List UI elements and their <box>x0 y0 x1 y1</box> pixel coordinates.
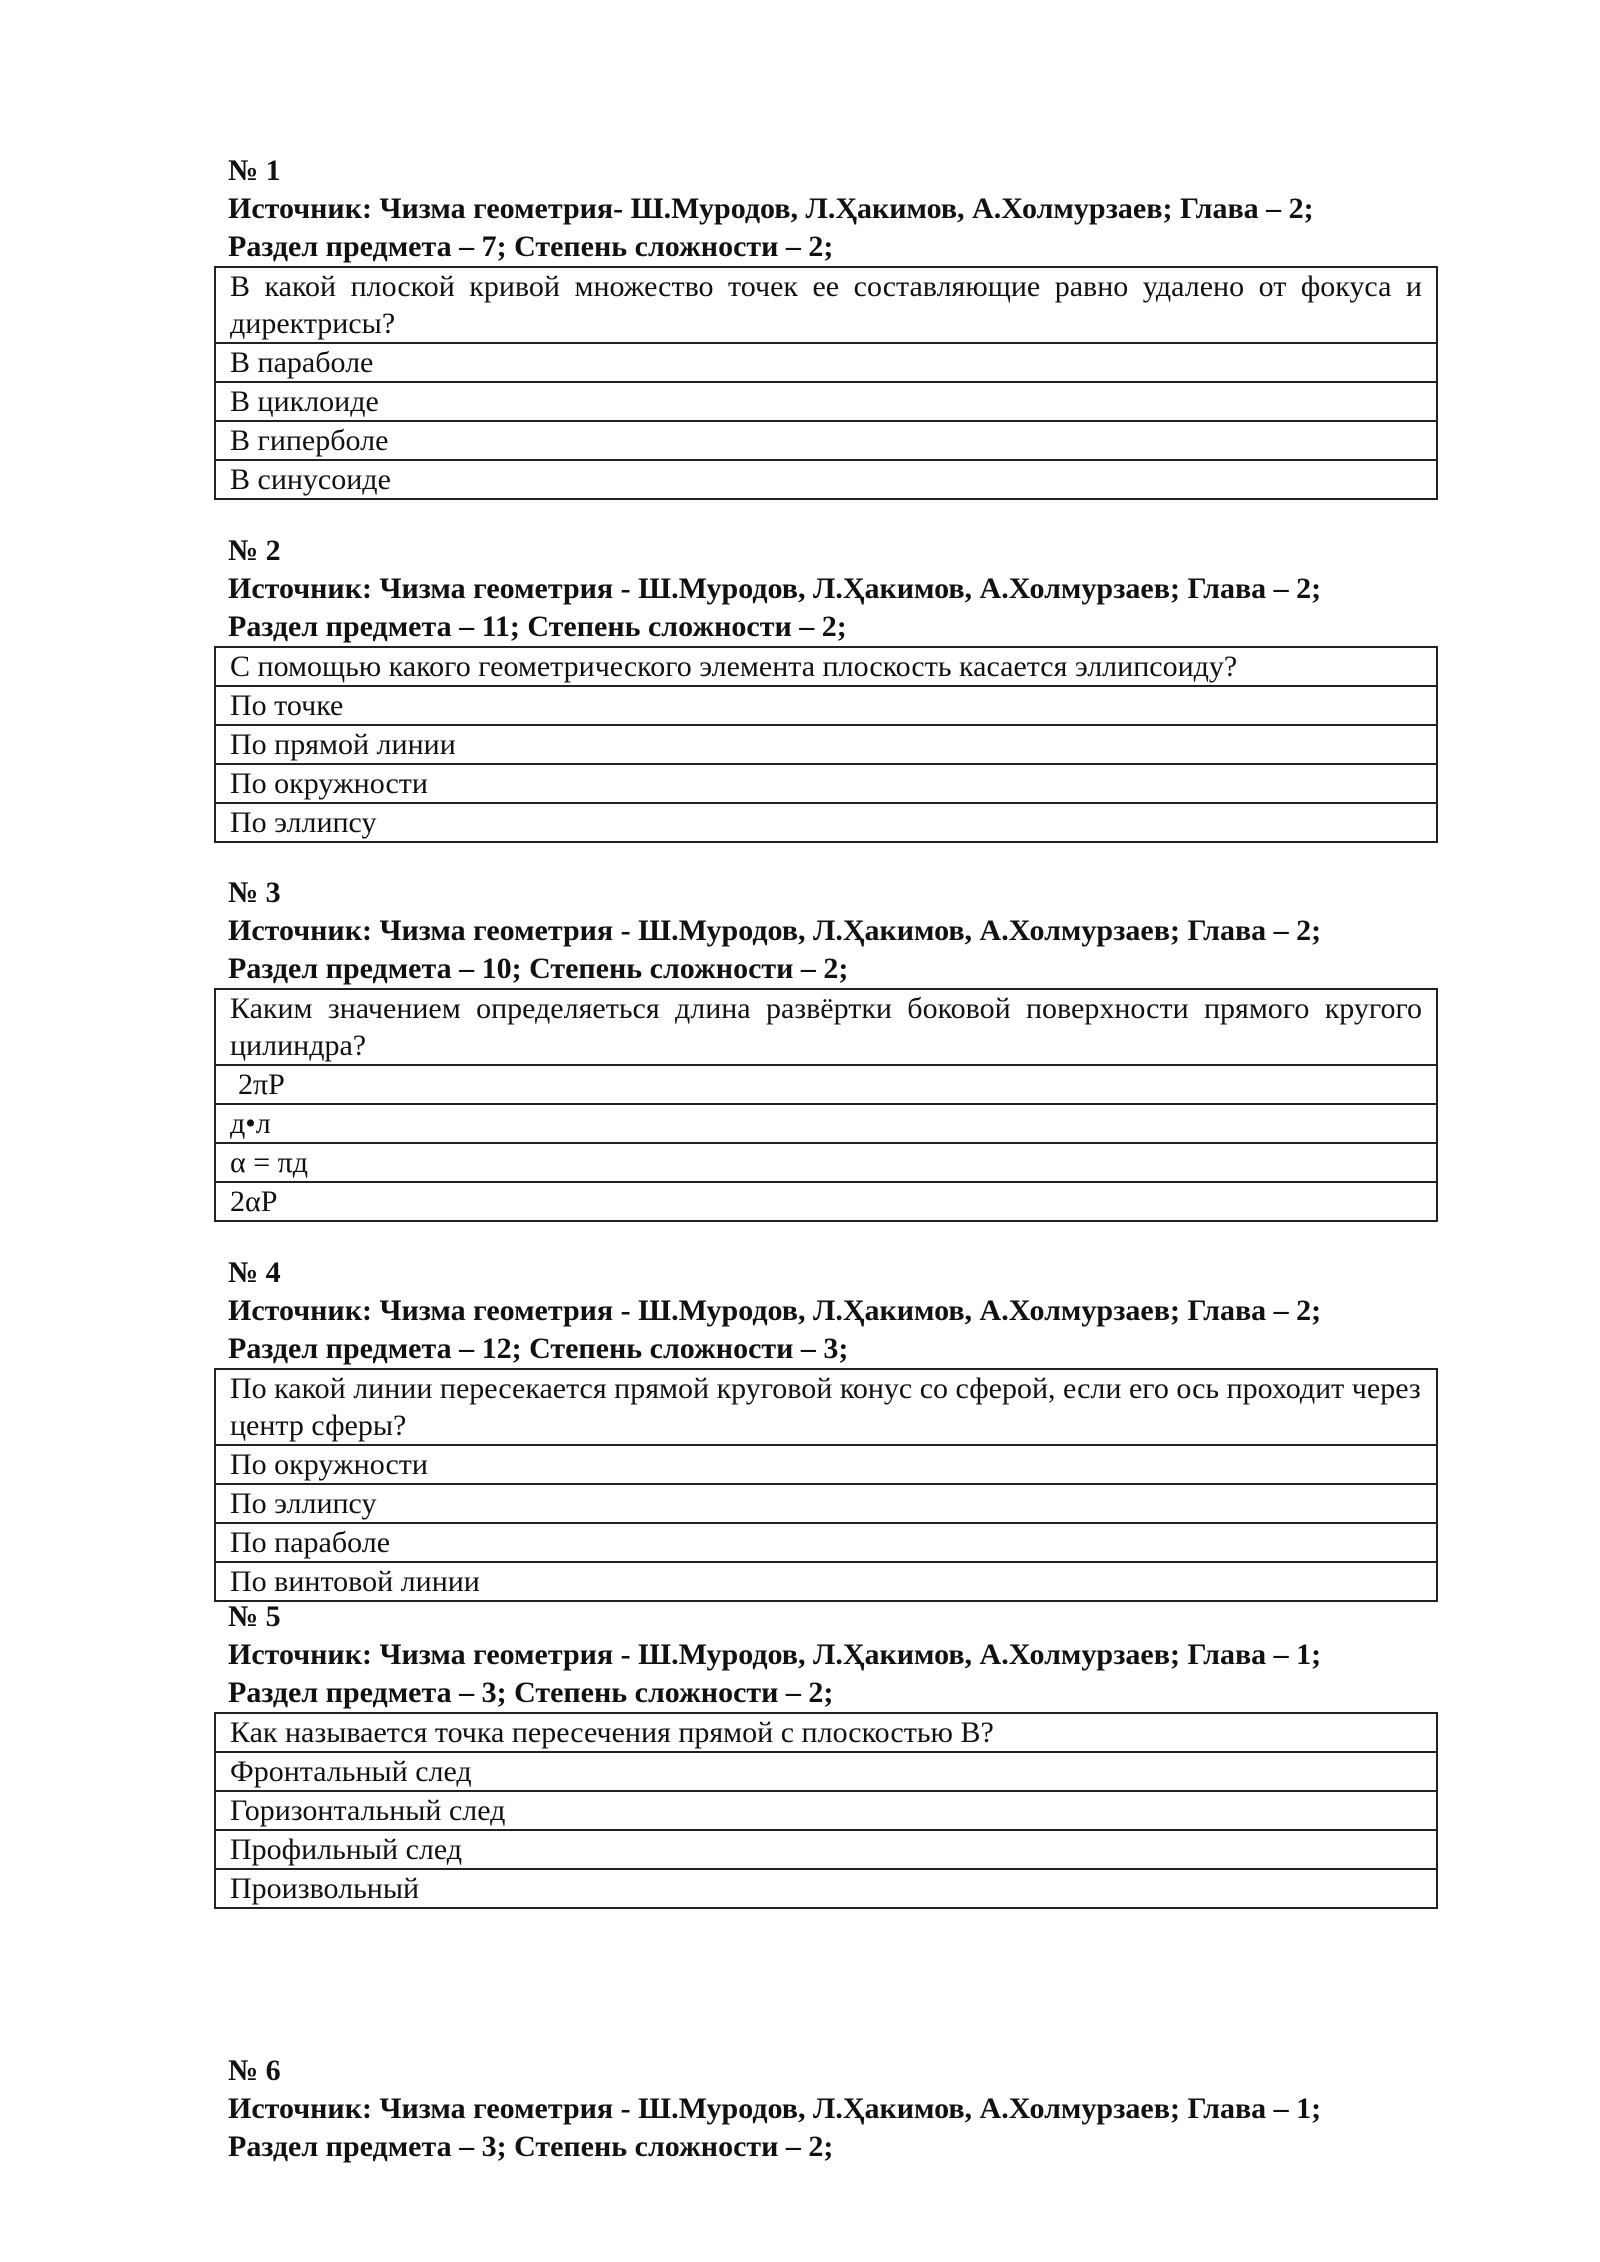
question-source: Источник: Чизма геометрия - Ш.Муродов, Л.Ҳакимов, А.Холмурзаев; Глава – 1; <box>228 2092 1322 2125</box>
question-table <box>214 988 1438 1222</box>
answer-option: В циклоиде <box>216 381 1436 420</box>
answer-option: По прямой линии <box>216 724 1436 763</box>
question-number: № 3 <box>228 876 281 909</box>
question-text: Как называется точка пересечения прямой с плоскостью В? <box>230 1716 994 1749</box>
question-number: № 6 <box>228 2054 281 2087</box>
question-source: Источник: Чизма геометрия - Ш.Муродов, Л.Ҳакимов, А.Холмурзаев; Глава – 2; <box>228 914 1322 947</box>
question-source: Источник: Чизма геометрия - Ш.Муродов, Л.Ҳакимов, А.Холмурзаев; Глава – 2; <box>228 1294 1322 1327</box>
answer-option: Горизонтальный след <box>216 1790 1436 1829</box>
question-source: Источник: Чизма геометрия - Ш.Муродов, Л.Ҳакимов, А.Холмурзаев; Глава – 2; <box>228 572 1322 605</box>
question-2 <box>228 532 1448 843</box>
answer-option: α = πд <box>216 1142 1436 1181</box>
question-text: В какой плоской кривой множество точек ее составляющие равно удалено от фокуса и директрисы? <box>230 270 1422 340</box>
question-table <box>214 1712 1438 1909</box>
answer-option: д•л <box>216 1103 1436 1142</box>
question-section: Раздел предмета – 7; Степень сложности – 2; <box>228 230 834 263</box>
question-source: Источник: Чизма геометрия - Ш.Муродов, Л.Ҳакимов, А.Холмурзаев; Глава – 1; <box>228 1638 1322 1671</box>
answer-option: В параболе <box>216 342 1436 381</box>
answer-option: Фронтальный след <box>216 1751 1436 1790</box>
question-section: Раздел предмета – 12; Степень сложности – 3; <box>228 1332 849 1365</box>
answer-option: Профильный след <box>216 1829 1436 1868</box>
answer-option: По эллипсу <box>216 802 1436 841</box>
answer-option: По эллипсу <box>216 1483 1436 1522</box>
question-4 <box>228 1254 1448 1602</box>
answer-option: 2πР <box>216 1064 1436 1103</box>
question-section: Раздел предмета – 3; Степень сложности – 2; <box>228 2130 834 2163</box>
question-table <box>214 1368 1438 1602</box>
question-text: Каким значением определяеться длина развёртки боковой поверхности прямого кругого цилиндра? <box>230 992 1422 1062</box>
question-source: Источник: Чизма геометрия- Ш.Муродов, Л.Ҳакимов, А.Холмурзаев; Глава – 2; <box>228 192 1314 225</box>
answer-option: По окружности <box>216 763 1436 802</box>
answer-option: В синусоиде <box>216 459 1436 498</box>
question-6 <box>228 2052 1448 2166</box>
question-table <box>214 266 1438 500</box>
answer-option: 2αР <box>216 1181 1436 1220</box>
question-text: С помощью какого геометрического элемента плоскость касается эллипсоиду? <box>230 650 1238 683</box>
question-section: Раздел предмета – 3; Степень сложности – 2; <box>228 1676 834 1709</box>
answer-option: По точке <box>216 685 1436 724</box>
question-number: № 1 <box>228 154 281 187</box>
answer-option: По параболе <box>216 1522 1436 1561</box>
question-1 <box>228 152 1448 500</box>
answer-option: По винтовой линии <box>216 1561 1436 1600</box>
answer-option: Произвольный <box>216 1868 1436 1907</box>
question-5 <box>228 1598 1448 1909</box>
answer-option: По окружности <box>216 1444 1436 1483</box>
question-number: № 4 <box>228 1256 281 1289</box>
question-section: Раздел предмета – 11; Степень сложности – 2; <box>228 610 847 643</box>
question-number: № 2 <box>228 534 281 567</box>
question-number: № 5 <box>228 1600 281 1633</box>
question-text: По какой линии пересекается прямой круговой конус со сферой, если его ось проходит через центр сферы? <box>230 1372 1421 1442</box>
question-table <box>214 646 1438 843</box>
question-3 <box>228 874 1448 1222</box>
question-section: Раздел предмета – 10; Степень сложности – 2; <box>228 952 849 985</box>
answer-option: В гиперболе <box>216 420 1436 459</box>
